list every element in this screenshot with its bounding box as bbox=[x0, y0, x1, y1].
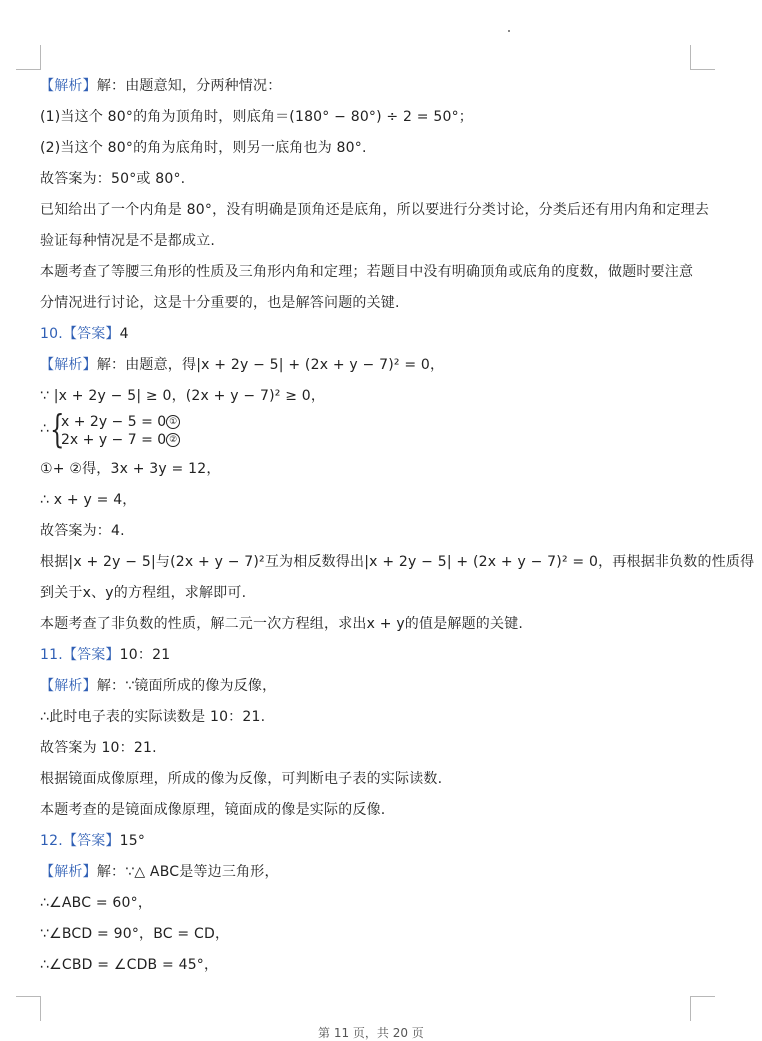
crop-mark-top-right bbox=[690, 45, 715, 70]
equation-2-text: 2x + y − 7 = 0 bbox=[61, 432, 167, 448]
equation-1-number: ① bbox=[166, 415, 180, 429]
text-line: (1)当这个 80°的角为顶角时，则底角＝(180° − 80°) ÷ 2 = 50°； bbox=[40, 109, 473, 125]
analysis-tag: 【解析】 bbox=[40, 78, 97, 94]
answer-line: 故答案为：50°或 80°. bbox=[40, 171, 186, 187]
answer-value: 4 bbox=[119, 326, 129, 342]
text-line: ∴此时电子表的实际读数是 10：21. bbox=[40, 709, 266, 725]
text-line: 分情况进行讨论，这是十分重要的，也是解答问题的关键. bbox=[40, 295, 400, 311]
text-line: 根据镜面成像原理，所成的像为反像，可判断电子表的实际读数. bbox=[40, 771, 443, 787]
analysis-line bbox=[40, 862, 279, 882]
answer-tag: 12.【答案】 bbox=[40, 833, 120, 849]
text-line: ①+ ②得，3x + 3y = 12， bbox=[40, 461, 221, 477]
text-line: ∵∠BCD = 90°，BC = CD， bbox=[40, 926, 230, 942]
text-line: 本题考查了等腰三角形的性质及三角形内角和定理；若题目中没有明确顶角或底角的度数，做题时要注意 bbox=[40, 264, 694, 280]
question-11-answer bbox=[40, 645, 170, 665]
equation-1 bbox=[61, 413, 180, 431]
text-line: ∵ |x + 2y − 5| ≥ 0，(2x + y − 7)² ≥ 0， bbox=[40, 388, 326, 404]
analysis-text: 解：由题意，得|x + 2y − 5| + (2x + y − 7)² = 0， bbox=[96, 357, 445, 373]
text-line: 本题考查的是镜面成像原理，镜面成的像是实际的反像. bbox=[40, 802, 386, 818]
answer-tag: 10.【答案】 bbox=[40, 326, 120, 342]
analysis-text: 解：由题意知，分两种情况： bbox=[96, 78, 282, 94]
analysis-line-1 bbox=[40, 76, 281, 96]
text-line: ∴∠ABC = 60°， bbox=[40, 895, 153, 911]
text-line: ∴ x + y = 4， bbox=[40, 492, 137, 508]
text-line: 根据|x + 2y − 5|与(2x + y − 7)²互为相反数得出|x + 2y − 5| + (2x + y − 7)² = 0，再根据非负数的性质得 bbox=[40, 554, 755, 570]
equation-1-text: x + 2y − 5 = 0 bbox=[61, 414, 167, 430]
answer-value: 10：21 bbox=[119, 647, 171, 663]
answer-value: 15° bbox=[119, 833, 146, 849]
analysis-text: 解：∵镜面所成的像为反像， bbox=[96, 678, 277, 694]
crop-mark-bottom-right bbox=[690, 996, 715, 1021]
page-footer: 第 11 页，共 20 页 bbox=[318, 1026, 424, 1040]
analysis-tag: 【解析】 bbox=[40, 357, 97, 373]
crop-mark-top-left bbox=[16, 45, 41, 70]
answer-line: 故答案为：4. bbox=[40, 523, 125, 539]
text-line: ∴∠CBD = ∠CDB = 45°， bbox=[40, 957, 219, 973]
text-line: 本题考查了非负数的性质，解二元一次方程组，求出x + y的值是解题的关键. bbox=[40, 616, 524, 632]
text-line: 已知给出了一个内角是 80°，没有明确是顶角还是底角，所以要进行分类讨论，分类后还有用内角和定理去 bbox=[40, 202, 710, 218]
equation-2 bbox=[61, 431, 180, 449]
page-dot bbox=[508, 30, 510, 32]
analysis-text: 解：∵△ ABC是等边三角形， bbox=[96, 864, 279, 880]
answer-line: 故答案为 10：21. bbox=[40, 740, 157, 756]
question-10-answer bbox=[40, 324, 129, 344]
text-line: 到关于x、y的方程组，求解即可. bbox=[40, 585, 247, 601]
analysis-line bbox=[40, 676, 276, 696]
analysis-tag: 【解析】 bbox=[40, 678, 97, 694]
analysis-tag: 【解析】 bbox=[40, 864, 97, 880]
analysis-line bbox=[40, 355, 444, 375]
question-12-answer bbox=[40, 831, 145, 851]
therefore-symbol: ∴ bbox=[40, 421, 49, 437]
equation-2-number: ② bbox=[166, 433, 180, 447]
crop-mark-bottom-left bbox=[16, 996, 41, 1021]
text-line: (2)当这个 80°的角为底角时，则另一底角也为 80°. bbox=[40, 140, 367, 156]
brace-icon: { bbox=[50, 407, 65, 451]
answer-tag: 11.【答案】 bbox=[40, 647, 120, 663]
text-line: 验证每种情况是不是都成立. bbox=[40, 233, 216, 249]
